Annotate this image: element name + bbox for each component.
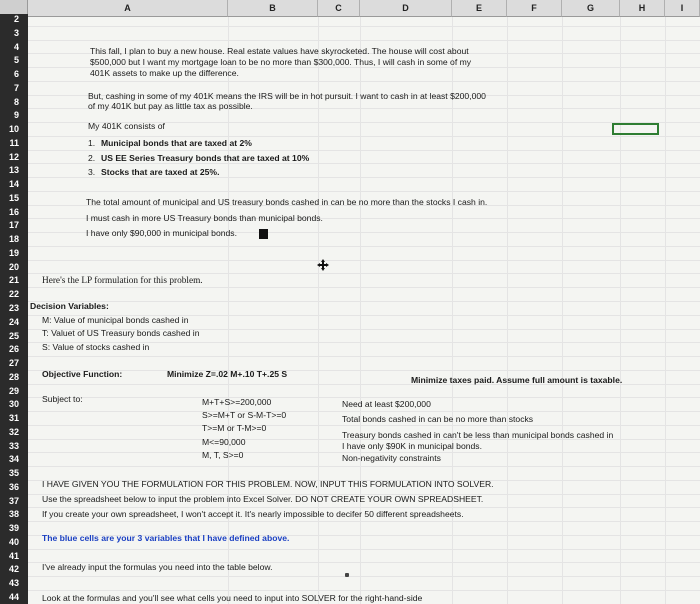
- objective-note: Minimize taxes paid. Assume full amount is taxable.: [411, 375, 623, 385]
- column-gridline: [507, 17, 508, 604]
- instruction-row-36: I HAVE GIVEN YOU THE FORMULATION FOR THIS PROBLEM. NOW, INPUT THIS FORMULATION INTO SOLVER.: [42, 479, 494, 489]
- row-header-28[interactable]: 28: [0, 372, 28, 382]
- row-gridline: [28, 507, 700, 508]
- column-header-e[interactable]: E: [452, 0, 507, 17]
- active-cell[interactable]: [612, 123, 659, 135]
- row-header-8[interactable]: 8: [0, 97, 28, 107]
- decision-variable-s: S: Value of stocks cashed in: [42, 342, 150, 352]
- row-header-19[interactable]: 19: [0, 248, 28, 258]
- row-header-17[interactable]: 17: [0, 220, 28, 230]
- list-num-2: 2.: [88, 153, 96, 163]
- decision-variable-m: M: Value of municipal bonds cashed in: [42, 315, 189, 325]
- instruction-row-38: If you create your own spreadsheet, I won't accept it. It's nearly impossible to decifer 50 different spreadsheets.: [42, 509, 464, 519]
- column-header-a[interactable]: A: [28, 0, 228, 17]
- row-header-14[interactable]: 14: [0, 179, 28, 189]
- row-gridline: [28, 150, 700, 151]
- intro-line-8: I must cash in more US Treasury bonds than municipal bonds.: [86, 213, 323, 223]
- intro-line-5: of my 401K but pay as little tax as possible.: [88, 101, 253, 111]
- row-gridline: [28, 370, 700, 371]
- row-gridline: [28, 177, 700, 178]
- row-header-25[interactable]: 25: [0, 331, 28, 341]
- row-header-7[interactable]: 7: [0, 83, 28, 93]
- row-gridline: [28, 287, 700, 288]
- row-gridline: [28, 81, 700, 82]
- row-gridline: [28, 136, 700, 137]
- row-gridline: [28, 26, 700, 27]
- row-gridline: [28, 549, 700, 550]
- row-header-39[interactable]: 39: [0, 523, 28, 533]
- row-header-22[interactable]: 22: [0, 289, 28, 299]
- constraint-1: M+T+S>=200,000: [202, 397, 272, 407]
- row-header-11[interactable]: 11: [0, 138, 28, 148]
- row-header-12[interactable]: 12: [0, 152, 28, 162]
- row-header-21[interactable]: 21: [0, 275, 28, 285]
- constraint-note-5: Non-negativity constraints: [342, 453, 441, 463]
- constraint-5: M, T, S>=0: [202, 450, 244, 460]
- text-cursor-block: [259, 229, 268, 239]
- row-header-34[interactable]: 34: [0, 454, 28, 464]
- row-gridline: [28, 397, 700, 398]
- row-gridline: [28, 191, 700, 192]
- row-gridline: [28, 40, 700, 41]
- row-gridline: [28, 521, 700, 522]
- column-header-i[interactable]: I: [665, 0, 700, 17]
- row-header-13[interactable]: 13: [0, 165, 28, 175]
- row-header-16[interactable]: 16: [0, 207, 28, 217]
- instruction-row-37: Use the spreadsheet below to input the problem into Excel Solver. DO NOT CREATE YOUR OWN SPREADSHEET.: [42, 494, 484, 504]
- row-header-35[interactable]: 35: [0, 468, 28, 478]
- instruction-row-42: I've already input the formulas you need into the table below.: [42, 562, 273, 572]
- constraint-2: S>=M+T or S-M-T>=0: [202, 410, 287, 420]
- objective-formula: Minimize Z=.02 M+.10 T+.25 S: [167, 369, 288, 379]
- column-header-d[interactable]: D: [360, 0, 452, 17]
- mouse-pointer: [345, 573, 349, 577]
- instruction-row-40: The blue cells are your 3 variables that I have defined above.: [42, 533, 290, 543]
- row-header-38[interactable]: 38: [0, 509, 28, 519]
- list-num-3: 3.: [88, 167, 96, 177]
- row-header-37[interactable]: 37: [0, 496, 28, 506]
- row-gridline: [28, 301, 700, 302]
- row-gridline: [28, 411, 700, 412]
- intro-line-9: I have only $90,000 in municipal bonds.: [86, 228, 237, 238]
- row-header-23[interactable]: 23: [0, 303, 28, 313]
- list-item-treasury: US EE Series Treasury bonds that are taxed at 10%: [101, 153, 310, 163]
- row-gridline: [28, 246, 700, 247]
- row-header-27[interactable]: 27: [0, 358, 28, 368]
- row-header-6[interactable]: 6: [0, 69, 28, 79]
- row-header-43[interactable]: 43: [0, 578, 28, 588]
- row-header-44[interactable]: 44: [0, 592, 28, 602]
- constraint-4: M<=90,000: [202, 437, 246, 447]
- constraint-note-2: Total bonds cashed in can be no more than stocks: [342, 414, 534, 424]
- row-header-20[interactable]: 20: [0, 262, 28, 272]
- row-header-9[interactable]: 9: [0, 110, 28, 120]
- move-cursor-icon: [317, 259, 329, 271]
- constraint-3: T>=M or T-M>=0: [202, 423, 267, 433]
- row-header-29[interactable]: 29: [0, 386, 28, 396]
- row-header-42[interactable]: 42: [0, 564, 28, 574]
- row-header-24[interactable]: 24: [0, 317, 28, 327]
- intro-line-6: My 401K consists of: [88, 121, 165, 131]
- intro-line-4: But, cashing in some of my 401K means the IRS will be in hot pursuit. I want to cash in at least $200,000: [88, 91, 486, 101]
- list-item-municipal: Municipal bonds that are taxed at 2%: [101, 138, 252, 148]
- row-gridline: [28, 466, 700, 467]
- row-header-41[interactable]: 41: [0, 551, 28, 561]
- row-header-2[interactable]: 2: [0, 14, 28, 24]
- column-header-h[interactable]: H: [620, 0, 665, 17]
- row-header-31[interactable]: 31: [0, 413, 28, 423]
- row-gridline: [28, 260, 700, 261]
- row-header-32[interactable]: 32: [0, 427, 28, 437]
- row-header-5[interactable]: 5: [0, 55, 28, 65]
- row-header-10[interactable]: 10: [0, 124, 28, 134]
- row-header-18[interactable]: 18: [0, 234, 28, 244]
- constraint-note-1: Need at least $200,000: [342, 399, 431, 409]
- objective-function-label: Objective Function:: [42, 369, 123, 379]
- row-header-4[interactable]: 4: [0, 42, 28, 52]
- list-item-stocks: Stocks that are taxed at 25%.: [101, 167, 220, 177]
- column-header-f[interactable]: F: [507, 0, 562, 17]
- intro-line-2: $500,000 but I want my mortgage loan to be no more than $300,000. Thus, I will cash in some of my: [90, 57, 472, 67]
- intro-line-3: 401K assets to make up the difference.: [90, 68, 239, 78]
- decision-variable-t: T: Valuet of US Treasury bonds cashed in: [42, 328, 200, 338]
- constraint-note-4: I have only $90K in municipal bonds.: [342, 441, 482, 451]
- row-header-26[interactable]: 26: [0, 344, 28, 354]
- list-num-1: 1.: [88, 138, 96, 148]
- row-header-30[interactable]: 30: [0, 399, 28, 409]
- intro-line-1: This fall, I plan to buy a new house. Real estate values have skyrocketed. The house will cost about: [90, 46, 469, 56]
- column-gridline: [665, 17, 666, 604]
- intro-line-7: The total amount of municipal and US treasury bonds cashed in can be no more than the stocks I cash in.: [86, 197, 488, 207]
- instruction-row-44: Look at the formulas and you'll see what cells you need to input into SOLVER for the right-hand-side: [42, 593, 423, 603]
- column-header-g[interactable]: G: [562, 0, 620, 17]
- constraint-note-3: Treasury bonds cashed in can't be less than municipal bonds cashed in: [342, 430, 614, 440]
- row-gridline: [28, 356, 700, 357]
- row-header-3[interactable]: 3: [0, 28, 28, 38]
- column-gridline: [562, 17, 563, 604]
- row-header-36[interactable]: 36: [0, 482, 28, 492]
- column-gridline: [620, 17, 621, 604]
- column-header-b[interactable]: B: [228, 0, 318, 17]
- column-header-c[interactable]: C: [318, 0, 360, 17]
- lp-heading: Here's the LP formulation for this problem.: [42, 276, 203, 286]
- row-gridline: [28, 273, 700, 274]
- decision-variables-label: Decision Variables:: [30, 301, 109, 311]
- row-gridline: [28, 163, 700, 164]
- row-gridline: [28, 576, 700, 577]
- row-gridline: [28, 425, 700, 426]
- row-header-15[interactable]: 15: [0, 193, 28, 203]
- subject-to-label: Subject to:: [42, 394, 83, 404]
- row-header-33[interactable]: 33: [0, 441, 28, 451]
- row-header-40[interactable]: 40: [0, 537, 28, 547]
- row-gridline: [28, 590, 700, 591]
